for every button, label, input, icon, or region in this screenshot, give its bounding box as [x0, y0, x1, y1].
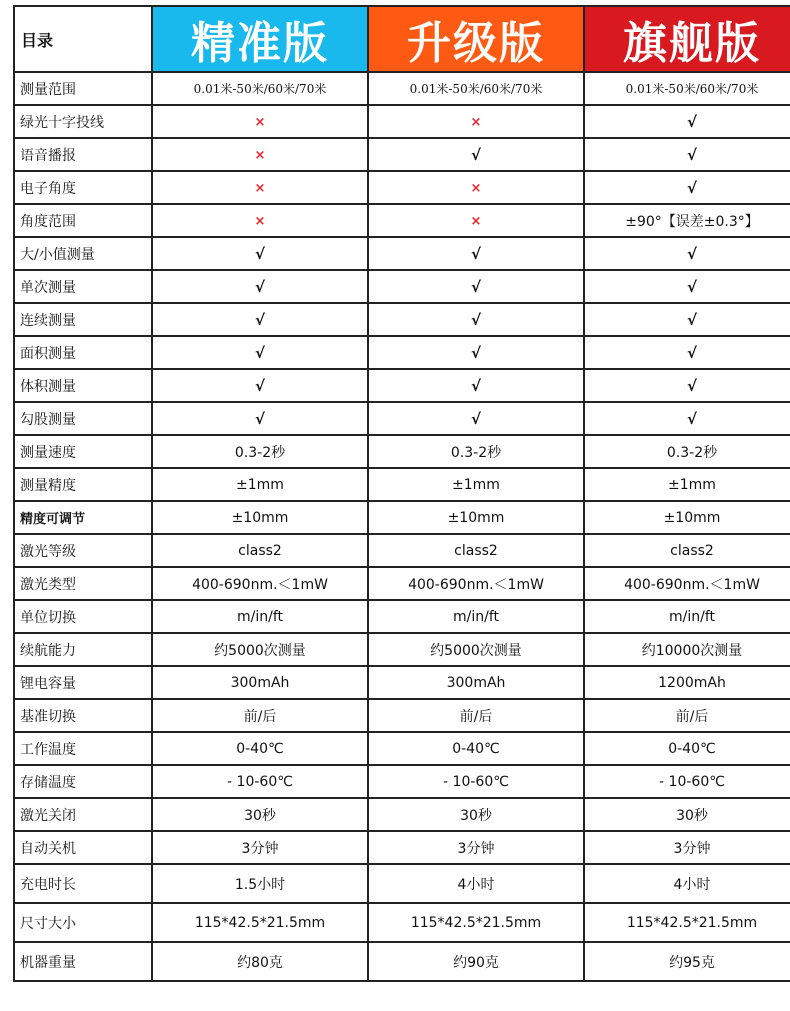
table-cell [584, 402, 790, 435]
table-cell [368, 666, 584, 699]
table-cell [152, 468, 368, 501]
table-cell [368, 468, 584, 501]
table-row [14, 798, 790, 831]
table-cell [152, 666, 368, 699]
cell-value: 300mAh [446, 674, 506, 691]
cross-mark: × [254, 147, 266, 163]
cell-value: 约95克 [669, 954, 715, 971]
table-row [14, 864, 790, 903]
version-header-upgrade: 升级版 [368, 6, 584, 72]
table-cell [368, 534, 584, 567]
cell-value: 约5000次测量 [430, 642, 522, 659]
table-cell [584, 633, 790, 666]
check-mark: √ [686, 310, 697, 329]
table-cell [584, 501, 790, 534]
row-label: 单次测量 [14, 270, 152, 303]
row-label: 充电时长 [14, 864, 152, 903]
row-label: 激光关闭 [14, 798, 152, 831]
table-cell [584, 798, 790, 831]
cell-value: 115*42.5*21.5mm [626, 914, 758, 931]
cell-value: class2 [238, 542, 282, 559]
cell-value: 0.3-2秒 [234, 444, 286, 461]
cell-value: ±1mm [236, 476, 284, 493]
check-mark: √ [470, 376, 481, 395]
table-cell [584, 732, 790, 765]
cell-value: 400-690nm.＜1mW [624, 576, 760, 593]
row-label: 机器重量 [14, 942, 152, 981]
cell-value: 400-690nm.＜1mW [408, 576, 544, 593]
check-mark: √ [686, 112, 697, 131]
row-label: 角度范围 [14, 204, 152, 237]
table-cell [368, 435, 584, 468]
check-mark: √ [470, 244, 481, 263]
table-row [14, 765, 790, 798]
table-cell [584, 942, 790, 981]
check-mark: √ [470, 409, 481, 428]
check-mark: √ [686, 277, 697, 296]
table-row [14, 942, 790, 981]
table-cell [152, 567, 368, 600]
row-label: 续航能力 [14, 633, 152, 666]
cell-value: 约10000次测量 [641, 642, 743, 659]
table-row [14, 204, 790, 237]
check-mark: √ [686, 343, 697, 362]
table-cell [368, 600, 584, 633]
cell-value: 0.01米-50米/60米/70米 [193, 82, 327, 96]
table-cell [368, 237, 584, 270]
table-cell [152, 600, 368, 633]
table-row [14, 567, 790, 600]
row-label: 自动关机 [14, 831, 152, 864]
table-cell [152, 435, 368, 468]
cell-value: ±10mm [447, 509, 505, 526]
row-label: 基准切换 [14, 699, 152, 732]
cell-value: m/in/ft [236, 608, 283, 625]
row-label: 工作温度 [14, 732, 152, 765]
table-cell [584, 864, 790, 903]
table-cell [368, 864, 584, 903]
table-cell [152, 402, 368, 435]
table-row [14, 699, 790, 732]
version-header-flagship: 旗舰版 [584, 6, 790, 72]
row-label: 单位切换 [14, 600, 152, 633]
cell-value: ±90°【误差±0.3°】 [625, 213, 759, 230]
row-label: 存储温度 [14, 765, 152, 798]
check-mark: √ [686, 244, 697, 263]
table-cell [152, 72, 368, 105]
comparison-table [13, 5, 790, 982]
table-cell [584, 72, 790, 105]
table-cell [584, 336, 790, 369]
row-label: 绿光十字投线 [14, 105, 152, 138]
table-cell [368, 204, 584, 237]
table-cell [584, 534, 790, 567]
header-row [14, 6, 790, 72]
table-row [14, 534, 790, 567]
cross-mark: × [470, 114, 482, 130]
cell-value: 0.3-2秒 [450, 444, 502, 461]
cross-mark: × [470, 180, 482, 196]
cell-value: 3分钟 [241, 840, 279, 857]
row-label: 激光等级 [14, 534, 152, 567]
row-label: 勾股测量 [14, 402, 152, 435]
table-cell [368, 270, 584, 303]
table-row [14, 468, 790, 501]
table-row [14, 237, 790, 270]
check-mark: √ [254, 343, 265, 362]
table-row [14, 402, 790, 435]
table-cell [152, 105, 368, 138]
table-cell [368, 138, 584, 171]
table-row [14, 600, 790, 633]
table-cell [152, 237, 368, 270]
cell-value: ±10mm [663, 509, 721, 526]
cell-value: - 10-60℃ [443, 773, 509, 790]
cell-value: 前/后 [459, 708, 493, 725]
table-cell [368, 369, 584, 402]
check-mark: √ [470, 310, 481, 329]
row-label: 语音播报 [14, 138, 152, 171]
cell-value: 0.01米-50米/60米/70米 [409, 82, 543, 96]
table-cell [152, 270, 368, 303]
cell-value: 1200mAh [658, 674, 726, 691]
table-row [14, 831, 790, 864]
check-mark: √ [470, 277, 481, 296]
table-cell [584, 468, 790, 501]
cell-value: 0-40℃ [236, 740, 284, 757]
table-cell [368, 798, 584, 831]
check-mark: √ [686, 376, 697, 395]
table-cell [152, 303, 368, 336]
row-label: 激光类型 [14, 567, 152, 600]
table-cell [368, 303, 584, 336]
cell-value: 前/后 [243, 708, 277, 725]
table-row [14, 666, 790, 699]
cell-value: class2 [670, 542, 714, 559]
cell-value: 约80克 [237, 954, 283, 971]
table-body [14, 72, 790, 981]
table-row [14, 732, 790, 765]
check-mark: √ [470, 343, 481, 362]
table-cell [584, 903, 790, 942]
cell-value: ±10mm [231, 509, 289, 526]
table-cell [152, 765, 368, 798]
cell-value: class2 [454, 542, 498, 559]
table-cell [368, 732, 584, 765]
check-mark: √ [686, 145, 697, 164]
cell-value: 30秒 [460, 807, 492, 824]
table-cell [152, 138, 368, 171]
check-mark: √ [254, 376, 265, 395]
row-label: 测量精度 [14, 468, 152, 501]
cell-value: 400-690nm.＜1mW [192, 576, 328, 593]
cell-value: 4小时 [457, 876, 495, 893]
cell-value: 0-40℃ [668, 740, 716, 757]
table-cell [584, 765, 790, 798]
row-label: 尺寸大小 [14, 903, 152, 942]
table-cell [584, 171, 790, 204]
row-label: 测量速度 [14, 435, 152, 468]
cell-value: 30秒 [676, 807, 708, 824]
cell-value: 0.3-2秒 [666, 444, 718, 461]
table-cell [152, 534, 368, 567]
cell-value: 约5000次测量 [214, 642, 306, 659]
cell-value: ±1mm [668, 476, 716, 493]
check-mark: √ [686, 409, 697, 428]
cell-value: m/in/ft [452, 608, 499, 625]
table-row [14, 903, 790, 942]
table-cell [368, 501, 584, 534]
table-row [14, 501, 790, 534]
cell-value: 前/后 [675, 708, 709, 725]
row-label: 锂电容量 [14, 666, 152, 699]
table-cell [152, 903, 368, 942]
check-mark: √ [470, 145, 481, 164]
check-mark: √ [686, 178, 697, 197]
table-cell [152, 336, 368, 369]
table-row [14, 171, 790, 204]
table-cell [368, 633, 584, 666]
cell-value: ±1mm [452, 476, 500, 493]
table-cell [152, 942, 368, 981]
cell-value: 1.5小时 [234, 876, 286, 893]
row-label: 精度可调节 [14, 501, 152, 534]
table-row [14, 72, 790, 105]
table-cell [584, 138, 790, 171]
table-row [14, 336, 790, 369]
table-cell [584, 567, 790, 600]
table-cell [368, 336, 584, 369]
cell-value: 3分钟 [673, 840, 711, 857]
table-row [14, 105, 790, 138]
table-cell [152, 831, 368, 864]
table-row [14, 270, 790, 303]
table-cell [584, 105, 790, 138]
table-cell [152, 864, 368, 903]
table-cell [584, 303, 790, 336]
cell-value: 30秒 [244, 807, 276, 824]
table-cell [368, 171, 584, 204]
row-label: 大/小值测量 [14, 237, 152, 270]
row-label: 电子角度 [14, 171, 152, 204]
table-cell [368, 105, 584, 138]
row-label: 体积测量 [14, 369, 152, 402]
version-header-precise: 精准版 [152, 6, 368, 72]
table-cell [152, 633, 368, 666]
table-row [14, 303, 790, 336]
table-cell [152, 732, 368, 765]
row-label: 连续测量 [14, 303, 152, 336]
table-cell [368, 72, 584, 105]
cell-value: 0.01米-50米/60米/70米 [625, 82, 759, 96]
cell-value: 300mAh [230, 674, 290, 691]
table-cell [584, 831, 790, 864]
cell-value: 3分钟 [457, 840, 495, 857]
cross-mark: × [470, 213, 482, 229]
catalog-label: 目录 [14, 6, 152, 72]
cross-mark: × [254, 180, 266, 196]
table-cell [584, 369, 790, 402]
cell-value: - 10-60℃ [659, 773, 725, 790]
table-cell [584, 435, 790, 468]
cell-value: 约90克 [453, 954, 499, 971]
table-row [14, 633, 790, 666]
table-cell [152, 171, 368, 204]
cell-value: - 10-60℃ [227, 773, 293, 790]
table-cell [152, 798, 368, 831]
table-cell [368, 765, 584, 798]
table-cell [584, 600, 790, 633]
table-cell [584, 270, 790, 303]
table-cell [368, 567, 584, 600]
table-cell [584, 666, 790, 699]
check-mark: √ [254, 244, 265, 263]
table-cell [584, 237, 790, 270]
row-label: 测量范围 [14, 72, 152, 105]
table-cell [368, 699, 584, 732]
table-cell [368, 831, 584, 864]
check-mark: √ [254, 310, 265, 329]
table-cell [584, 699, 790, 732]
table-cell [368, 402, 584, 435]
row-label: 面积测量 [14, 336, 152, 369]
cross-mark: × [254, 213, 266, 229]
table-cell [368, 942, 584, 981]
check-mark: √ [254, 409, 265, 428]
table-row [14, 369, 790, 402]
cell-value: 115*42.5*21.5mm [410, 914, 542, 931]
cell-value: 0-40℃ [452, 740, 500, 757]
table-cell [152, 699, 368, 732]
table-row [14, 435, 790, 468]
cross-mark: × [254, 114, 266, 130]
cell-value: 4小时 [673, 876, 711, 893]
cell-value: m/in/ft [668, 608, 715, 625]
table-row [14, 138, 790, 171]
cell-value: 115*42.5*21.5mm [194, 914, 326, 931]
table-cell [152, 501, 368, 534]
check-mark: √ [254, 277, 265, 296]
table-cell [152, 369, 368, 402]
table-cell [152, 204, 368, 237]
table-cell [368, 903, 584, 942]
table-cell [584, 204, 790, 237]
